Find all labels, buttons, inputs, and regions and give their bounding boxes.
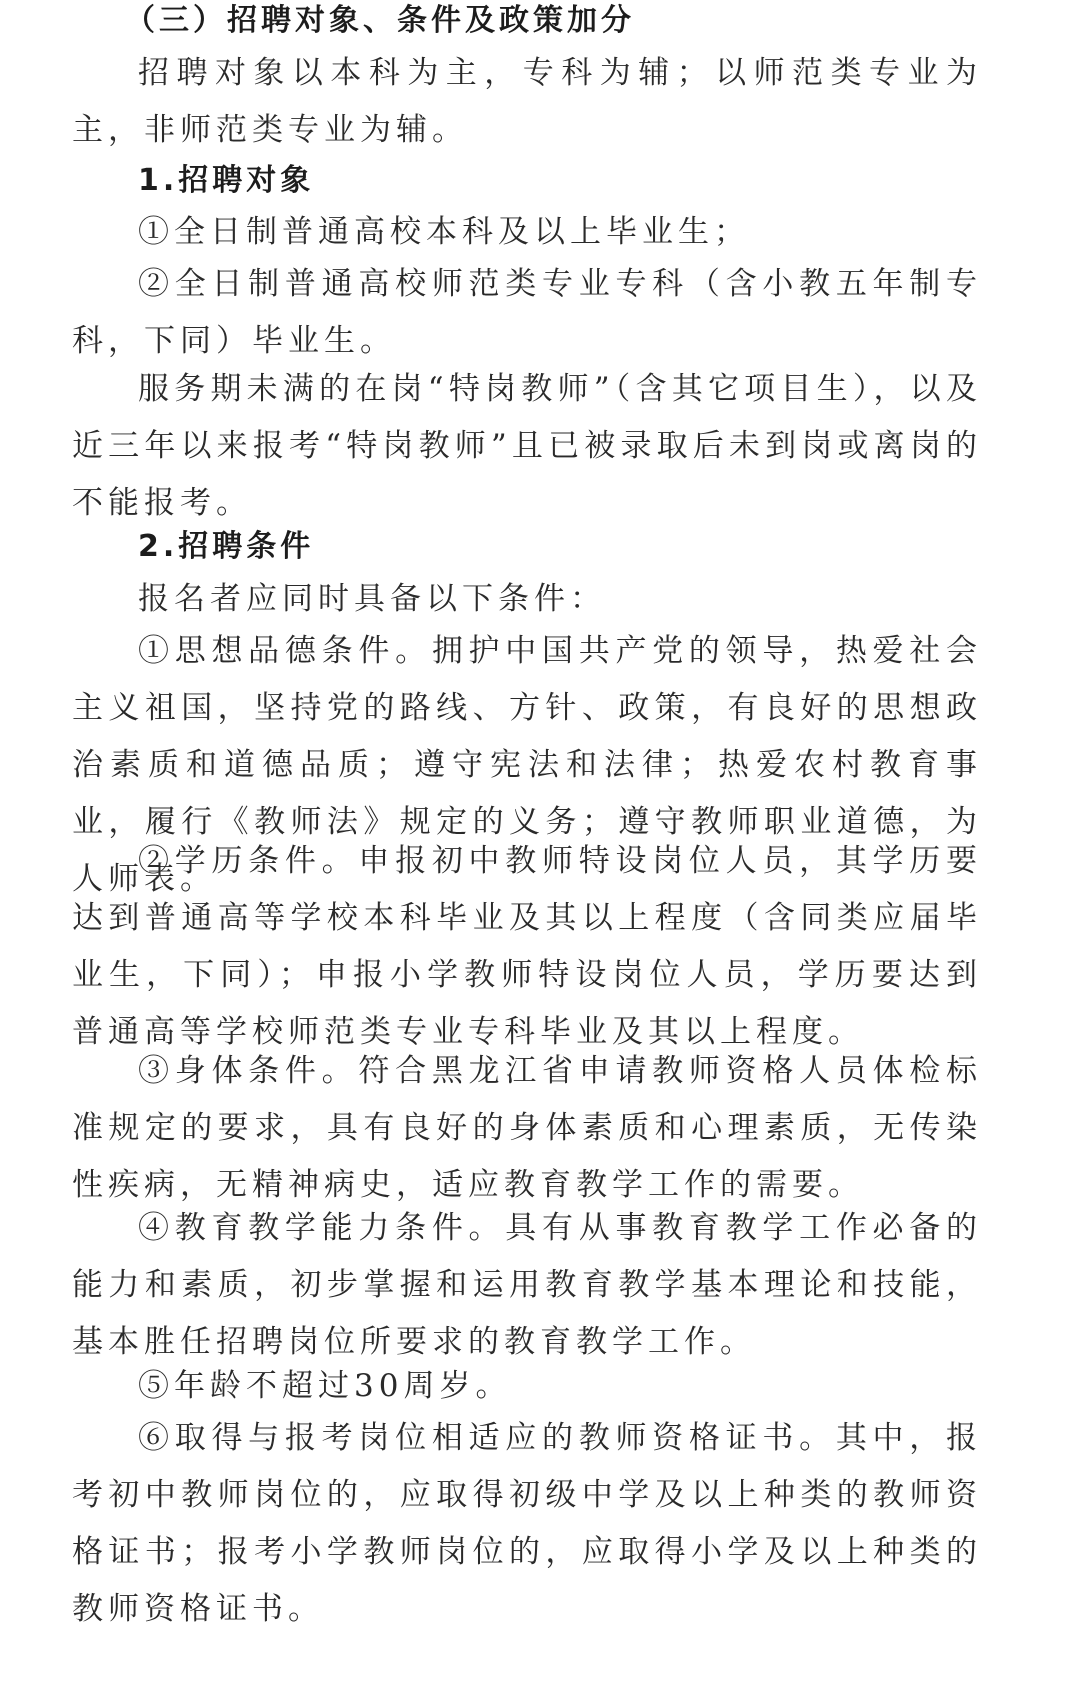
target-item-2: ②全日制普通高校师范类专业专科（含小教五年制专科，下同）毕业生。 [72,266,982,359]
part1-heading: 1.招聘对象 [138,163,315,198]
exclusion-note: 服务期未满的在岗“特岗教师”（含其它项目生），以及近三年以来报考“特岗教师”且已被录取后未到岗或离岗的不能报考。 [72,371,982,521]
condition-health: ③身体条件。符合黑龙江省申请教师资格人员体检标准规定的要求，具有良好的身体素质和心理素质，无传染性疾病，无精神病史，适应教育教学工作的需要。 [72,1053,982,1203]
condition-ethics: ①思想品德条件。拥护中国共产党的领导，热爱社会主义祖国，坚持党的路线、方针、政策，有良好的思想政治素质和道德品质；遵守宪法和法律；热爱农村教育事业，履行《教师法》规定的义务；遵守教师职业道德，为人师表。 [72,633,982,897]
section-title: （三）招聘对象、条件及政策加分 [125,3,635,38]
part2-heading: 2.招聘条件 [138,529,315,564]
condition-teaching-ability: ④教育教学能力条件。具有从事教育教学工作必备的能力和素质，初步掌握和运用教育教学基本理论和技能，基本胜任招聘岗位所要求的教育教学工作。 [72,1210,982,1360]
condition-education: ②学历条件。申报初中教师特设岗位人员，其学历要达到普通高等学校本科毕业及其以上程度（含同类应届毕业生，下同）；申报小学教师特设岗位人员，学历要达到普通高等学校师范类专业专科毕业及其以上程度。 [72,843,982,1050]
conditions-lead: 报名者应同时具备以下条件： [138,581,606,617]
target-item-1: ①全日制普通高校本科及以上毕业生； [138,214,750,250]
intro-paragraph: 招聘对象以本科为主，专科为辅；以师范类专业为主，非师范类专业为辅。 [72,55,982,148]
condition-certificate: ⑥取得与报考岗位相适应的教师资格证书。其中，报考初中教师岗位的，应取得初级中学及以上种类的教师资格证书；报考小学教师岗位的，应取得小学及以上种类的教师资格证书。 [72,1420,982,1627]
condition-age: ⑤年龄不超过30周岁。 [138,1368,512,1404]
